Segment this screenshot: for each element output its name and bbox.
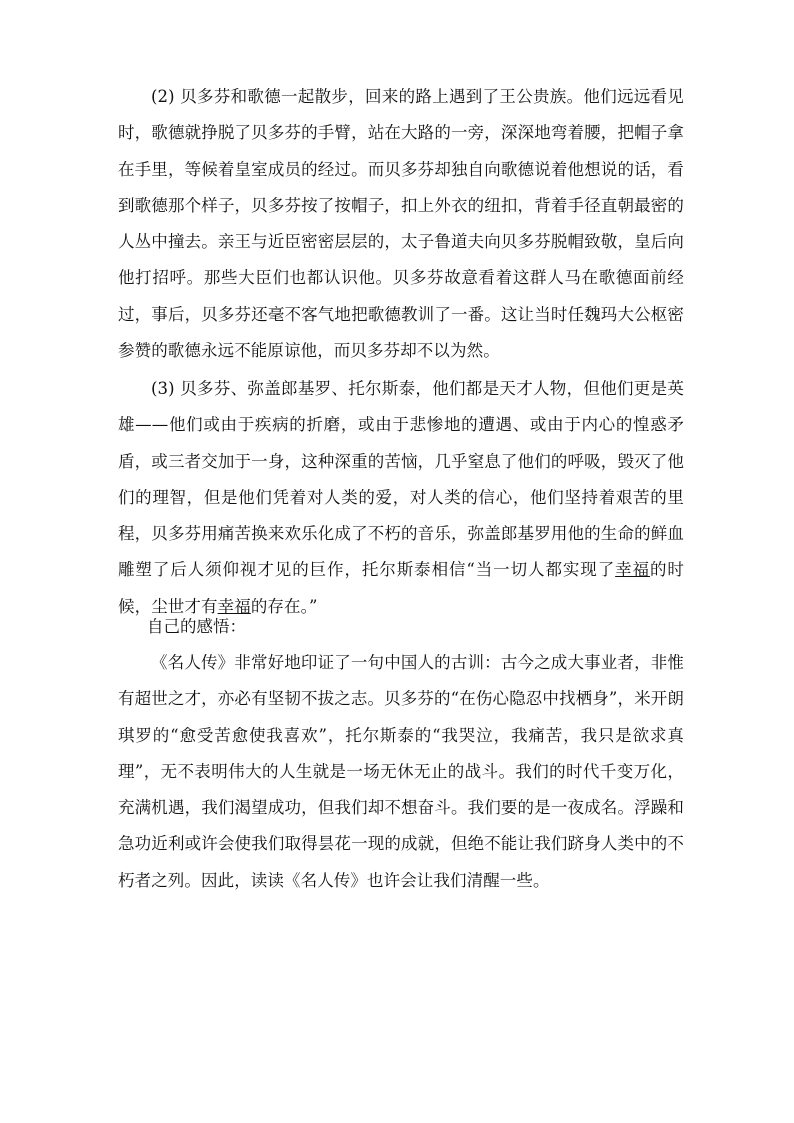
paragraph-number: (2) (151, 87, 175, 106)
underlined-word: 幸福 (217, 596, 251, 616)
paragraph-text: 《名人传》非常好地印证了一句中国人的古训：古今之成大事业者，非惟有超世之才，亦必有坚韧不拔之志。贝多芬的“在伤心隐忍中找栖身”，米开朗琪罗的“愈受苦愈使我喜欢”，托尔斯泰的“我哭泣，我痛苦，我只是欲求真理”，无不表明伟大的人生就是一场无休无止的战斗。我们的时代千变万化，充满机遇，我们渴望成功，但我们却不想奋斗。我们要的是一夜成名。浮躁和急功近利或许会使我们取得昙花一现的成就，但绝不能让我们跻身人类中的不朽者之列。因此，读读《名人传》也许会让我们清醒一些。 (118, 653, 684, 890)
paragraph-text: 贝多芬、弥盖郎基罗、托尔斯泰，他们都是天才人物，但他们更是英雄——他们或由于疾病的折磨，或由于悲惨地的遭遇、或由于内心的惶惑矛盾，或三者交加于一身，这种深重的苦恼，几乎窒息了他们的呼吸，毁灭了他们的理智，但是他们凭着对人类的爱，对人类的信心，他们坚持着艰苦的里程，贝多芬用痛苦换来欢乐化成了不朽的音乐，弥盖郎基罗用他的生命的鲜血雕塑了后人须仰视才见的巨作，托尔斯泰相信“当一切人都实现了 (118, 379, 684, 580)
paragraph-3 (118, 371, 684, 625)
underlined-word: 幸福 (615, 560, 650, 580)
section-heading: 自己的感悟： (147, 617, 246, 636)
paragraph-text: 贝多芬和歌德一起散步，回来的路上遇到了王公贵族。他们远远看见时，歌德就挣脱了贝多芬的手臂，站在大路的一旁，深深地弯着腰，把帽子拿在手里，等候着皇室成员的经过。而贝多芬却独自向歌德说着他想说的话，看到歌德那个样子，贝多芬按了按帽子，扣上外衣的纽扣，背着手径直朝最密的人丛中撞去。亲王与近臣密密层层的，太子鲁道夫向贝多芬脱帽致敬，皇后向他打招呼。那些大臣们也都认识他。贝多芬故意看着这群人马在歌德面前经过，事后，贝多芬还毫不客气地把歌德教训了一番。这让当时任魏玛大公枢密参赞的歌德永远不能原谅他，而贝多芬却不以为然。 (118, 87, 684, 361)
paragraph-2 (118, 79, 684, 369)
paragraph-4 (118, 645, 684, 899)
paragraph-text-end: 的存在。” (250, 596, 318, 616)
paragraph-number: (3) (151, 379, 175, 398)
paragraph-text-continued: 的时候，尘世才有 (118, 560, 684, 616)
